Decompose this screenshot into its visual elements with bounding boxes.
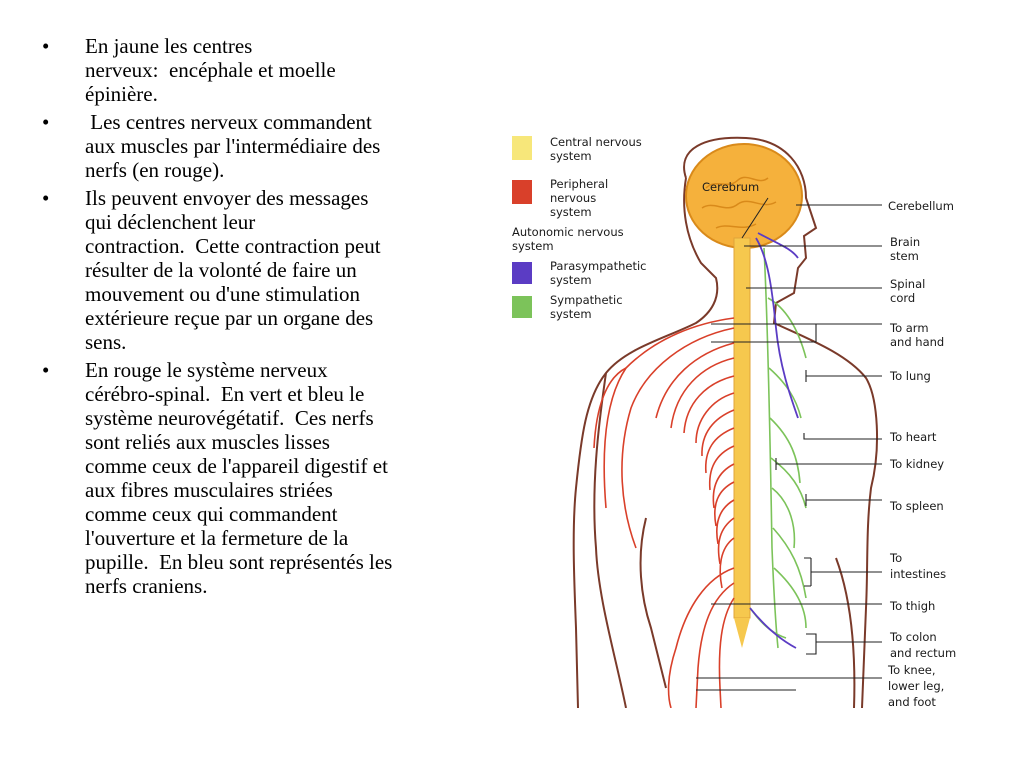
peripheral-nerves (594, 318, 734, 708)
sympathetic-nerves (750, 248, 806, 648)
legend-peripheral-line2: nervous (550, 191, 597, 205)
bullet-line: En rouge le système nerveux (85, 358, 328, 382)
bullet-line: cérébro-spinal. En vert et bleu le (85, 382, 365, 406)
leader-lines (696, 205, 882, 690)
legend-sympathetic-line1: Sympathetic (550, 293, 623, 307)
bullet-line: nerveux: encéphale et moelle (85, 58, 336, 82)
label-lung: To lung (890, 369, 931, 383)
label-intestines-2: intestines (890, 567, 947, 581)
bullet-marker: • (42, 110, 50, 134)
label-thigh: To thigh (890, 599, 936, 613)
label-spinal-cord-1: Spinal (890, 277, 926, 291)
label-spleen: To spleen (890, 499, 944, 513)
bullet-line: aux fibres musculaires striées (85, 478, 333, 502)
bullet-marker: • (42, 34, 50, 58)
legend-peripheral-line1: Peripheral (550, 177, 609, 191)
label-spinal-cord-2: cord (890, 291, 916, 305)
bullet-item (42, 110, 504, 182)
hand-outline (641, 518, 666, 688)
bullet-line: mouvement ou d'une stimulation (85, 282, 360, 306)
bullet-line: extérieure reçue par un organe des (85, 306, 374, 330)
label-knee-1: To knee, (888, 663, 936, 677)
legend-autonomic-line2: system (512, 239, 554, 253)
label-cerebrum: Cerebrum (702, 180, 760, 194)
bullet-item (42, 186, 504, 354)
bullet-line: pupille. En bleu sont représentés les (85, 550, 393, 574)
waist-outline (836, 558, 854, 708)
bullet-line: En jaune les centres (85, 34, 253, 58)
bullet-line: contraction. Cette contraction peut (85, 234, 381, 258)
nervous-system-diagram (506, 128, 976, 708)
cauda (734, 618, 750, 648)
legend-swatch-peripheral (512, 180, 532, 204)
bullet-line: Ils peuvent envoyer des messages (85, 186, 369, 210)
label-colon-2: and rectum (890, 646, 957, 660)
legend-swatch-central (512, 136, 532, 160)
bullet-line: aux muscles par l'intermédiaire des (85, 134, 381, 158)
label-brain-stem-2: stem (890, 249, 919, 263)
label-intestines-1: To (890, 551, 903, 565)
bullet-line: nerfs (en rouge). (85, 158, 225, 182)
bullet-line: nerfs craniens. (85, 574, 208, 598)
legend-swatch-sympathetic (512, 296, 532, 318)
legend-central-line2: system (550, 149, 592, 163)
brain (686, 144, 802, 248)
label-cerebellum: Cerebellum (888, 199, 954, 213)
bullet-item (42, 34, 504, 106)
bullet-line: comme ceux de l'appareil digestif et (85, 454, 388, 478)
spinal-cord (734, 238, 750, 618)
bullet-line: résulter de la volonté de faire un (85, 258, 357, 282)
arm-outline (594, 373, 626, 708)
bullet-line: système neurovégétatif. Ces nerfs (85, 406, 374, 430)
bullet-marker: • (42, 186, 50, 210)
bullet-line: l'ouverture et la fermeture de la (85, 526, 349, 550)
legend-central-line1: Central nervous (550, 135, 642, 149)
bullet-line: épinière. (85, 82, 158, 106)
label-arm-1: To arm (890, 321, 929, 335)
label-arm-2: and hand (890, 335, 945, 349)
bullet-marker: • (42, 358, 50, 382)
label-colon-1: To colon (890, 630, 937, 644)
label-kidney: To kidney (890, 457, 945, 471)
legend-parasympathetic-line1: Parasympathetic (550, 259, 647, 273)
label-knee-2: lower leg, (888, 679, 945, 693)
legend-parasympathetic-line2: system (550, 273, 592, 287)
bullet-line: sont reliés aux muscles lisses (85, 430, 330, 454)
label-brain-stem-1: Brain (890, 235, 921, 249)
label-heart: To heart (890, 430, 937, 444)
bullet-item (42, 358, 504, 598)
legend-sympathetic-line2: system (550, 307, 592, 321)
label-knee-3: and foot (888, 695, 936, 708)
bullet-line: qui déclenchent leur (85, 210, 256, 234)
bullet-line: comme ceux qui commandent (85, 502, 338, 526)
legend-swatch-parasympathetic (512, 262, 532, 284)
legend-peripheral-line3: system (550, 205, 592, 219)
bullet-line: Les centres nerveux commandent (85, 110, 372, 134)
bullet-line: sens. (85, 330, 127, 354)
legend-autonomic-line1: Autonomic nervous (512, 225, 624, 239)
bullet-list (42, 34, 504, 602)
